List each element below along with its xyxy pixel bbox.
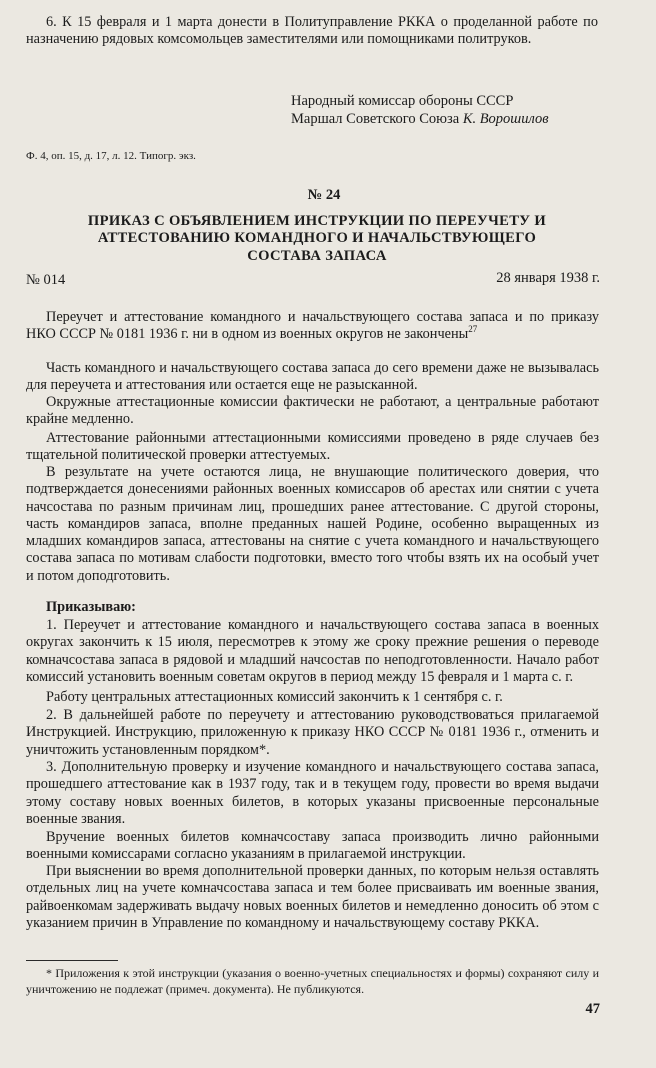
paragraph-5: В результате на учете остаются лица, не внушающие политического доверия, что подтверждается донесениями районных военных комиссаров об арестах или снятии с учета начсостава по разным причинам лиц, прошедших ранее аттестование. С другой стороны, часть командиров запаса, вполне преданных нашей Родине, особенно выращенных из младших командиров запаса, аттестованы на снятие с учета командного и начальствующего состава запаса по мотивам слабости подготовки, вместо того чтобы взять их на особый учет и потом доподготовить.	[26, 464, 599, 584]
footnote: * Приложения к этой инструкции (указания о военно-учетных специальностях и формы) сохраняют силу и уничтожению не подлежат (примеч. документа). Не публикуются.	[26, 966, 599, 996]
order-item-3-verification: При выяснении во время дополнительной проверки данных, по которым нельзя оставлять отдельных лиц на учете комначсостава запаса и тем более присваивать им военные звания, райвоенкомам задерживать выдачу новых военных билетов и немедленно доносить об этом с указанием причин в Управление по командному и начальствующему составу РККА.	[26, 863, 599, 931]
orders-heading: Приказываю:	[46, 599, 136, 615]
document-title: ПРИКАЗ С ОБЪЯВЛЕНИЕМ ИНСТРУКЦИИ ПО ПЕРЕУЧЕТУ И АТТЕСТОВАНИЮ КОМАНДНОГО И НАЧАЛЬСТВУЮЩЕГО СОСТАВА ЗАПАСА	[87, 213, 547, 264]
reference-note: 27	[468, 324, 478, 335]
signature-rank-line	[291, 110, 621, 128]
order-date: 28 января 1938 г.	[496, 270, 600, 286]
page-number: 47	[585, 1001, 600, 1017]
paragraph-1	[26, 309, 599, 344]
order-number: № 014	[26, 272, 66, 288]
paragraph-1-text: Переучет и аттестование командного и начальствующего состава запаса и по приказу НКО СССР № 0181 1936 г. ни в одном из военных округов не закончены	[26, 309, 599, 343]
signature-block	[291, 92, 621, 128]
order-item-1: 1. Переучет и аттестование командного и начальствующего состава запаса в военных округах закончить к 15 июля, пересмотрев к этому же сроку прежние решения о переводе комначсостава запаса в рядовой и младший начсостав по неподготовленности. Начало работ комиссий установить военным советам округов в период между 15 февраля и 1 марта с. г.	[26, 617, 599, 685]
signature-title: Народный комиссар обороны СССР	[291, 93, 514, 109]
order-item-2: 2. В дальнейшей работе по переучету и аттестованию руководствоваться прилагаемой Инструкцией. Инструкцию, приложенную к приказу НКО СССР № 0181 1936 г., отменить и уничтожить установленным порядком*.	[26, 707, 599, 758]
document-number: № 24	[307, 187, 341, 203]
order-item-1-deadline: Работу центральных аттестационных комиссий закончить к 1 сентября с. г.	[46, 689, 503, 705]
order-item-3-delivery: Вручение военных билетов комначсоставу запаса производить лично районными военными комиссарами согласно указаниям в прилагаемой инструкции.	[26, 829, 599, 863]
signature-rank: Маршал Советского Союза	[291, 111, 460, 127]
archive-reference: Ф. 4, оп. 15, д. 17, л. 12. Типогр. экз.	[26, 150, 196, 162]
signature-name: К. Ворошилов	[462, 111, 549, 127]
footnote-divider	[26, 960, 118, 961]
paragraph-4: Аттестование районными аттестационными комиссиями проведено в ряде случаев без тщательной политической проверки аттестуемых.	[26, 430, 599, 464]
top-item: 6. К 15 февраля и 1 марта донести в Политуправление РККА о проделанной работе по назначению рядовых комсомольцев заместителями или помощниками политруков.	[26, 14, 598, 48]
paragraph-2: Часть командного и начальствующего состава запаса до сего времени даже не вызывалась для переучета и аттестования или остается еще не разысканной.	[26, 360, 599, 394]
paragraph-3: Окружные аттестационные комиссии фактически не работают, а центральные работают крайне медленно.	[26, 394, 599, 428]
order-item-3: 3. Дополнительную проверку и изучение командного и начальствующего состава запаса, прошедшего аттестование как в 1937 году, так и в текущем году, провести во время выдачи этому составу новых военных билетов, в которых указаны присвоенные персональные военные звания.	[26, 759, 599, 827]
